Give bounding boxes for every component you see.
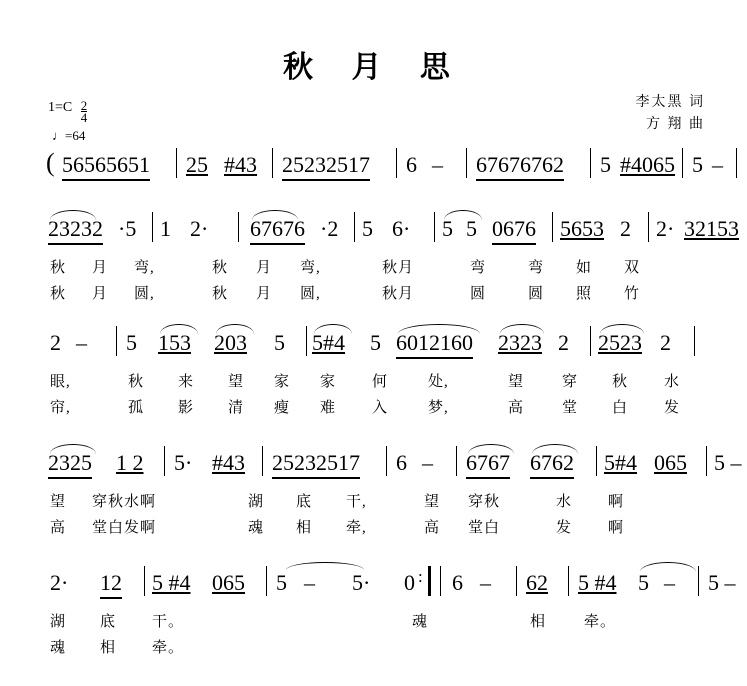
system-3-lyrics-2: 帘, 孤 影 清 瘦 难 入 梦, 高 堂 白 发 bbox=[50, 400, 681, 416]
barline bbox=[262, 446, 263, 476]
system-2-lyrics-2: 秋 月 圆, 秋 月 圆, 秋月 圆 圆 照 竹 bbox=[50, 286, 641, 302]
note-group: 6762 bbox=[530, 450, 574, 479]
note-group: 065 bbox=[212, 570, 245, 595]
note: 5 bbox=[442, 216, 453, 241]
note-group: 2325 bbox=[48, 450, 92, 479]
system-3 bbox=[0, 330, 747, 422]
repeat-barline bbox=[428, 566, 431, 596]
note: 5 bbox=[276, 570, 287, 595]
tempo-marking: ♩=64 bbox=[52, 128, 86, 143]
system-1c bbox=[0, 152, 747, 192]
note-dash: – bbox=[76, 330, 87, 355]
note-dash: – bbox=[480, 570, 491, 595]
note-dash: – bbox=[304, 570, 315, 595]
credits bbox=[636, 92, 706, 136]
note: 2 bbox=[558, 330, 569, 355]
barline bbox=[456, 446, 457, 476]
note-group: #43 bbox=[224, 152, 257, 177]
note-group: 153 bbox=[158, 330, 191, 355]
barline bbox=[698, 566, 699, 596]
barline bbox=[440, 566, 441, 596]
barline bbox=[144, 566, 145, 596]
note-dash: – bbox=[432, 152, 443, 177]
note-group: 065 bbox=[654, 450, 687, 475]
note: 0 bbox=[404, 570, 415, 595]
tie bbox=[286, 562, 364, 570]
key-signature: 1=C bbox=[48, 100, 73, 115]
note: 6 bbox=[452, 570, 463, 595]
note: 5 bbox=[274, 330, 285, 355]
barline bbox=[736, 148, 737, 178]
note: 5 bbox=[638, 570, 649, 595]
barline bbox=[648, 212, 649, 242]
note: 2· bbox=[190, 216, 209, 241]
note: 2· bbox=[50, 570, 69, 595]
system-2-lyrics-1: 秋 月 弯, 秋 月 弯, 秋月 弯 弯 如 双 bbox=[50, 260, 641, 276]
note: 5· bbox=[174, 450, 193, 475]
note: 5 bbox=[370, 330, 381, 355]
note-group: #43 bbox=[212, 450, 245, 475]
note: 2 bbox=[50, 330, 61, 355]
note-group: 1 2 bbox=[116, 450, 144, 475]
lyricist-credit: 李太黑 词 bbox=[635, 95, 705, 110]
note: 6 bbox=[406, 152, 417, 177]
barline bbox=[238, 212, 239, 242]
note: 1 bbox=[160, 216, 171, 241]
note-group: 2323 bbox=[498, 330, 542, 355]
system-4-notes bbox=[0, 450, 747, 490]
note-group: 62 bbox=[526, 570, 548, 595]
barline bbox=[152, 212, 153, 242]
system-4 bbox=[0, 450, 747, 542]
note: 5· bbox=[352, 570, 371, 595]
note-group: 0676 bbox=[492, 216, 536, 245]
system-5-lyrics-2: 魂 相 牵。 bbox=[50, 640, 185, 656]
barline bbox=[568, 566, 569, 596]
barline bbox=[590, 326, 591, 356]
barline bbox=[164, 446, 165, 476]
note-group: 67676 bbox=[250, 216, 305, 245]
system-1-notes-end bbox=[0, 152, 747, 192]
note-group: 5 #4 bbox=[578, 570, 617, 595]
barline bbox=[266, 566, 267, 596]
note: 6· bbox=[392, 216, 411, 241]
note: 2· bbox=[656, 216, 675, 241]
note: ·5 bbox=[118, 216, 137, 241]
note-group: 6767 bbox=[466, 450, 510, 479]
note: 5 – bbox=[708, 570, 736, 595]
key-and-meter bbox=[48, 100, 87, 123]
barline bbox=[354, 212, 355, 242]
barline bbox=[306, 326, 307, 356]
note: 2 bbox=[660, 330, 671, 355]
system-4-lyrics-2: 高 堂白发啊 魂 相 牵, 高 堂白 发 啊 bbox=[50, 520, 625, 536]
note-group: 67676762 bbox=[476, 152, 564, 181]
system-3-notes bbox=[0, 330, 747, 370]
system-2 bbox=[0, 216, 747, 308]
note-group: 25232517 bbox=[282, 152, 370, 181]
note-group: 25 bbox=[186, 152, 208, 177]
note: 5 bbox=[692, 152, 703, 177]
note: 5 bbox=[362, 216, 373, 241]
open-paren: ( bbox=[46, 148, 55, 177]
note-group: 23232 bbox=[48, 216, 103, 245]
system-5 bbox=[0, 567, 747, 662]
note-group: #4065 bbox=[620, 152, 675, 177]
meter-numerator: 2 bbox=[80, 98, 88, 113]
note-group: 2523 bbox=[598, 330, 642, 355]
system-5-lyrics-1: 湖 底 干。 魂 相 牵。 bbox=[50, 614, 617, 630]
note-dash: – bbox=[664, 570, 675, 595]
composer-credit: 方 翔 曲 bbox=[646, 117, 705, 132]
system-4-lyrics-1: 望 穿秋水啊 湖 底 干, 望 穿秋 水 啊 bbox=[50, 494, 625, 510]
barline bbox=[596, 446, 597, 476]
note-group: 12 bbox=[100, 570, 122, 599]
note: ·2 bbox=[320, 216, 339, 241]
note: 5 – bbox=[714, 450, 742, 475]
meter-denominator: 4 bbox=[80, 110, 88, 125]
repeat-dots: : bbox=[418, 567, 423, 586]
note-dash: – bbox=[422, 450, 433, 475]
note: 5 bbox=[466, 216, 477, 241]
note-dash: – bbox=[712, 152, 723, 177]
time-signature bbox=[81, 100, 88, 123]
barline bbox=[116, 326, 117, 356]
note-group: 56565651 bbox=[62, 152, 150, 181]
barline bbox=[434, 212, 435, 242]
note: 2 bbox=[620, 216, 631, 241]
note: 5 bbox=[600, 152, 611, 177]
note-group: 5 #4 bbox=[152, 570, 191, 595]
page-title: 秋 月 思 bbox=[283, 50, 464, 85]
barline bbox=[552, 212, 553, 242]
note-group: 5#4 bbox=[604, 450, 637, 475]
note-group: 5#4 bbox=[312, 330, 345, 355]
note-group: 32153 bbox=[684, 216, 739, 241]
note-group: 25232517 bbox=[272, 450, 360, 479]
system-3-lyrics-1: 眼, 秋 来 望 家 家 何 处, 望 穿 秋 水 bbox=[50, 374, 681, 390]
note: 6 bbox=[396, 450, 407, 475]
barline bbox=[386, 446, 387, 476]
note-group: 203 bbox=[214, 330, 247, 355]
barline bbox=[694, 326, 695, 356]
barline bbox=[706, 446, 707, 476]
barline bbox=[516, 566, 517, 596]
system-5-notes bbox=[0, 567, 747, 610]
note: 5 bbox=[126, 330, 137, 355]
note-group: 6012160 bbox=[396, 330, 473, 359]
system-2-notes bbox=[0, 216, 747, 256]
note-group: 5653 bbox=[560, 216, 604, 241]
